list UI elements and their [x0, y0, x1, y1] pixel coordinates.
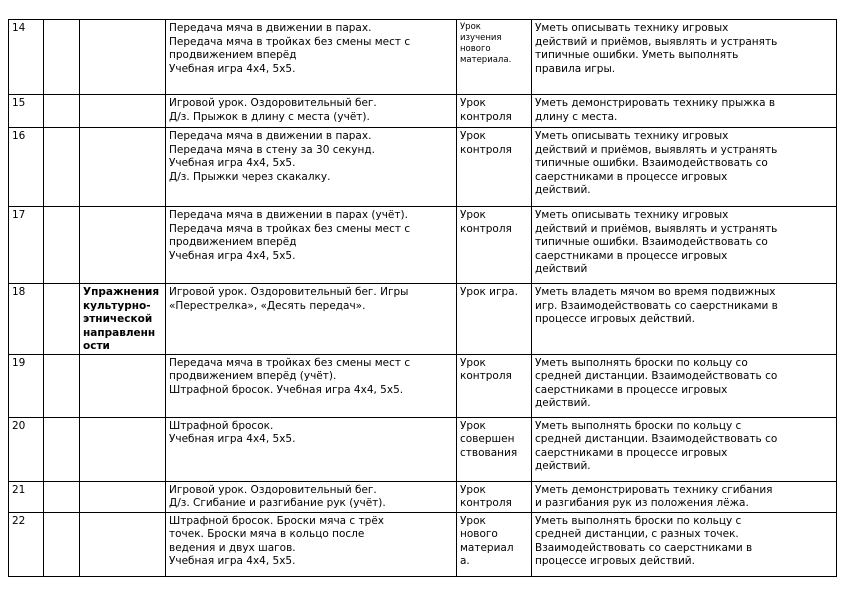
learning-outcome-cell: [532, 128, 837, 207]
lesson-type-cell-line: материал: [460, 541, 514, 554]
learning-outcome-cell: [532, 284, 837, 355]
table-row: [9, 417, 837, 481]
empty-cell: [44, 417, 80, 481]
lesson-type-cell: [457, 354, 532, 417]
empty-cell: [44, 95, 80, 128]
learning-outcome-cell-line: игр. Взаимодействовать со саерстниками в: [535, 299, 778, 312]
lesson-topic-cell-line: Передача мяча в тройках без смены мест с: [169, 222, 411, 235]
learning-outcome-cell-line: правила игры.: [535, 62, 616, 75]
lesson-number-cell: 21: [9, 481, 44, 512]
table-row: [9, 95, 837, 128]
learning-outcome-cell-line: Взаимодействовать со саерстниками в: [535, 541, 753, 554]
lesson-type-cell-line: Урок: [460, 483, 486, 496]
lesson-topic-cell: [166, 207, 457, 284]
learning-outcome-cell-line: Уметь выполнять броски по кольцу с: [535, 514, 742, 527]
focus-area-cell: [80, 95, 166, 128]
lesson-topic-cell: [166, 512, 457, 576]
empty-cell: [44, 481, 80, 512]
lesson-type-cell: [457, 20, 532, 95]
table-row: [9, 284, 837, 355]
lesson-topic-cell-line: Учебная игра 4х4, 5х5.: [169, 433, 296, 445]
lesson-topic-cell: [166, 128, 457, 207]
empty-cell: [44, 512, 80, 576]
learning-outcome-cell-line: Уметь демонстрировать технику сгибания: [535, 483, 773, 496]
lesson-topic-cell-line: продвижением вперёд (учёт).: [169, 370, 337, 382]
learning-outcome-cell-line: действий.: [535, 460, 591, 472]
learning-outcome-cell-line: Уметь описывать технику игровых: [535, 130, 729, 142]
empty-cell: [44, 354, 80, 417]
learning-outcome-cell-line: саерстниками в процессе игровых: [535, 170, 728, 183]
lesson-topic-cell-line: точек. Броски мяча в кольцо после: [169, 528, 365, 540]
learning-outcome-cell-line: типичные ошибки. Уметь выполнять: [535, 49, 739, 61]
focus-area-cell: [80, 20, 166, 95]
learning-outcome-cell-line: средней дистанции. Взаимодействовать со: [535, 370, 778, 382]
table-row: [9, 128, 837, 207]
learning-outcome-cell-line: Уметь демонстрировать технику прыжка в: [535, 97, 776, 109]
lesson-type-cell-line: а.: [460, 555, 470, 567]
focus-area-cell: [80, 481, 166, 512]
focus-area-cell: [80, 284, 166, 355]
lesson-type-cell-line: нового: [460, 44, 491, 54]
lesson-number-cell: 15: [9, 95, 44, 128]
focus-area-cell-line: ости: [83, 340, 110, 352]
learning-outcome-cell-line: действий и приёмов, выявлять и устранять: [535, 35, 778, 48]
learning-outcome-cell: [532, 207, 837, 284]
lesson-topic-cell-line: Учебная игра 4х4, 5х5.: [169, 62, 296, 75]
lesson-topic-cell-line: ведения и двух шагов.: [169, 541, 296, 554]
lesson-topic-cell-line: Д/з. Прыжки через скакалку.: [169, 170, 331, 183]
focus-area-cell-line: Упражнения: [83, 286, 160, 298]
learning-outcome-cell-line: Уметь описывать технику игровых: [535, 22, 729, 34]
lesson-topic-cell-line: Передача мяча в стену за 30 секунд.: [169, 143, 375, 156]
focus-area-cell-line: направленн: [83, 326, 156, 339]
focus-area-cell: [80, 512, 166, 576]
lesson-topic-cell-line: Штрафной бросок. Учебная игра 4х4, 5х5.: [169, 383, 404, 396]
learning-outcome-cell: [532, 354, 837, 417]
lesson-type-cell-line: ствования: [460, 446, 518, 459]
learning-outcome-cell-line: процессе игровых действий.: [535, 313, 695, 325]
focus-area-cell: [80, 354, 166, 417]
lesson-topic-cell: [166, 284, 457, 355]
focus-area-cell: [80, 417, 166, 481]
learning-outcome-cell-line: действий и приёмов, выявлять и устранять: [535, 143, 778, 156]
learning-outcome-cell-line: средней дистанции, с разных точек.: [535, 528, 739, 540]
lesson-type-cell: [457, 128, 532, 207]
lesson-type-cell: [457, 417, 532, 481]
lesson-topic-cell-line: Передача мяча в тройках без смены мест с: [169, 356, 411, 369]
lesson-number-cell: 20: [9, 417, 44, 481]
lesson-topic-cell-line: Штрафной бросок.: [169, 419, 274, 432]
learning-outcome-cell: [532, 20, 837, 95]
lesson-type-cell-line: контроля: [460, 222, 512, 235]
lesson-topic-cell-line: «Перестрелка», «Десять передач».: [169, 299, 366, 312]
learning-outcome-cell-line: длину с места.: [535, 110, 618, 123]
lesson-type-cell: [457, 481, 532, 512]
learning-outcome-cell-line: и разгибания рук из положения лёжа.: [535, 497, 749, 509]
lesson-type-cell-line: Урок: [460, 130, 486, 142]
learning-outcome-cell-line: Уметь выполнять броски по кольцу со: [535, 356, 748, 369]
empty-cell: [44, 207, 80, 284]
learning-outcome-cell-line: действий.: [535, 397, 591, 409]
lesson-topic-cell-line: Учебная игра 4х4, 5х5.: [169, 555, 296, 567]
focus-area-cell-line: этнической: [83, 313, 153, 325]
lesson-type-cell: [457, 207, 532, 284]
learning-outcome-cell-line: Уметь описывать технику игровых: [535, 209, 729, 221]
lesson-topic-cell-line: Д/з. Прыжок в длину с места (учёт).: [169, 110, 370, 123]
lesson-topic-cell-line: Д/з. Сгибание и разгибание рук (учёт).: [169, 497, 386, 509]
learning-outcome-cell-line: саерстниками в процессе игровых: [535, 383, 728, 396]
empty-cell: [44, 284, 80, 355]
lesson-type-cell-line: совершен: [460, 433, 515, 445]
lesson-type-cell-line: изучения: [460, 33, 502, 43]
focus-area-cell: [80, 207, 166, 284]
lesson-topic-cell-line: Игровой урок. Оздоровительный бег.: [169, 483, 377, 496]
empty-cell: [44, 20, 80, 95]
lesson-topic-cell-line: Передача мяча в движении в парах (учёт).: [169, 209, 408, 221]
lesson-plan-table: [8, 19, 837, 577]
learning-outcome-cell-line: типичные ошибки. Взаимодействовать со: [535, 236, 768, 248]
lesson-topic-cell-line: продвижением вперёд: [169, 49, 297, 61]
learning-outcome-cell-line: саерстниками в процессе игровых: [535, 446, 728, 459]
lesson-type-cell: [457, 512, 532, 576]
lesson-type-cell-line: Урок игра.: [460, 286, 518, 298]
learning-outcome-cell-line: типичные ошибки. Взаимодействовать со: [535, 157, 768, 169]
learning-outcome-cell-line: действий.: [535, 184, 591, 196]
focus-area-cell-line: культурно-: [83, 299, 151, 312]
learning-outcome-cell: [532, 481, 837, 512]
learning-outcome-cell-line: действий: [535, 263, 588, 275]
lesson-topic-cell-line: Штрафной бросок. Броски мяча с трёх: [169, 514, 384, 527]
lesson-topic-cell: [166, 20, 457, 95]
lesson-number-cell: 22: [9, 512, 44, 576]
learning-outcome-cell: [532, 95, 837, 128]
learning-outcome-cell-line: действий и приёмов, выявлять и устранять: [535, 222, 778, 235]
lesson-type-cell-line: материала.: [460, 55, 512, 65]
lesson-type-cell-line: контроля: [460, 370, 512, 382]
table-row: [9, 512, 837, 576]
lesson-number-cell: 14: [9, 20, 44, 95]
lesson-type-cell-line: контроля: [460, 110, 512, 123]
lesson-topic-cell-line: Учебная игра 4х4, 5х5.: [169, 157, 296, 169]
lesson-type-cell-line: Урок: [460, 356, 486, 369]
table-row: [9, 481, 837, 512]
lesson-type-cell: [457, 95, 532, 128]
lesson-topic-cell-line: продвижением вперёд: [169, 236, 297, 248]
lesson-type-cell-line: Урок: [460, 97, 486, 109]
lesson-topic-cell: [166, 417, 457, 481]
learning-outcome-cell-line: процессе игровых действий.: [535, 555, 695, 567]
lesson-number-cell: 19: [9, 354, 44, 417]
lesson-topic-cell-line: Передача мяча в движении в парах.: [169, 130, 372, 142]
table-row: [9, 207, 837, 284]
lesson-type-cell-line: контроля: [460, 143, 512, 156]
lesson-topic-cell-line: Передача мяча в движении в парах.: [169, 22, 372, 34]
lesson-type-cell: [457, 284, 532, 355]
learning-outcome-cell: [532, 512, 837, 576]
lesson-type-cell-line: Урок: [460, 22, 481, 32]
lesson-topic-cell: [166, 481, 457, 512]
lesson-topic-cell-line: Учебная игра 4х4, 5х5.: [169, 249, 296, 262]
lesson-type-cell-line: Урок: [460, 514, 486, 527]
lesson-topic-cell: [166, 354, 457, 417]
table-row: [9, 20, 837, 95]
lesson-type-cell-line: нового: [460, 528, 498, 540]
lesson-topic-cell-line: Игровой урок. Оздоровительный бег.: [169, 97, 377, 109]
lesson-type-cell-line: Урок: [460, 419, 486, 432]
lesson-topic-cell: [166, 95, 457, 128]
learning-outcome-cell: [532, 417, 837, 481]
lesson-type-cell-line: контроля: [460, 497, 512, 509]
learning-outcome-cell-line: Уметь выполнять броски по кольцу с: [535, 419, 742, 432]
lesson-type-cell-line: Урок: [460, 209, 486, 221]
table-row: [9, 354, 837, 417]
learning-outcome-cell-line: средней дистанции. Взаимодействовать со: [535, 433, 778, 445]
learning-outcome-cell-line: саерстниками в процессе игровых: [535, 249, 728, 262]
lesson-number-cell: 16: [9, 128, 44, 207]
learning-outcome-cell-line: Уметь владеть мячом во время подвижных: [535, 286, 776, 298]
lesson-topic-cell-line: Передача мяча в тройках без смены мест с: [169, 35, 411, 48]
lesson-number-cell: 17: [9, 207, 44, 284]
lesson-plan-body: [9, 20, 837, 577]
focus-area-cell: [80, 128, 166, 207]
lesson-number-cell: 18: [9, 284, 44, 355]
lesson-topic-cell-line: Игровой урок. Оздоровительный бег. Игры: [169, 286, 409, 298]
empty-cell: [44, 128, 80, 207]
